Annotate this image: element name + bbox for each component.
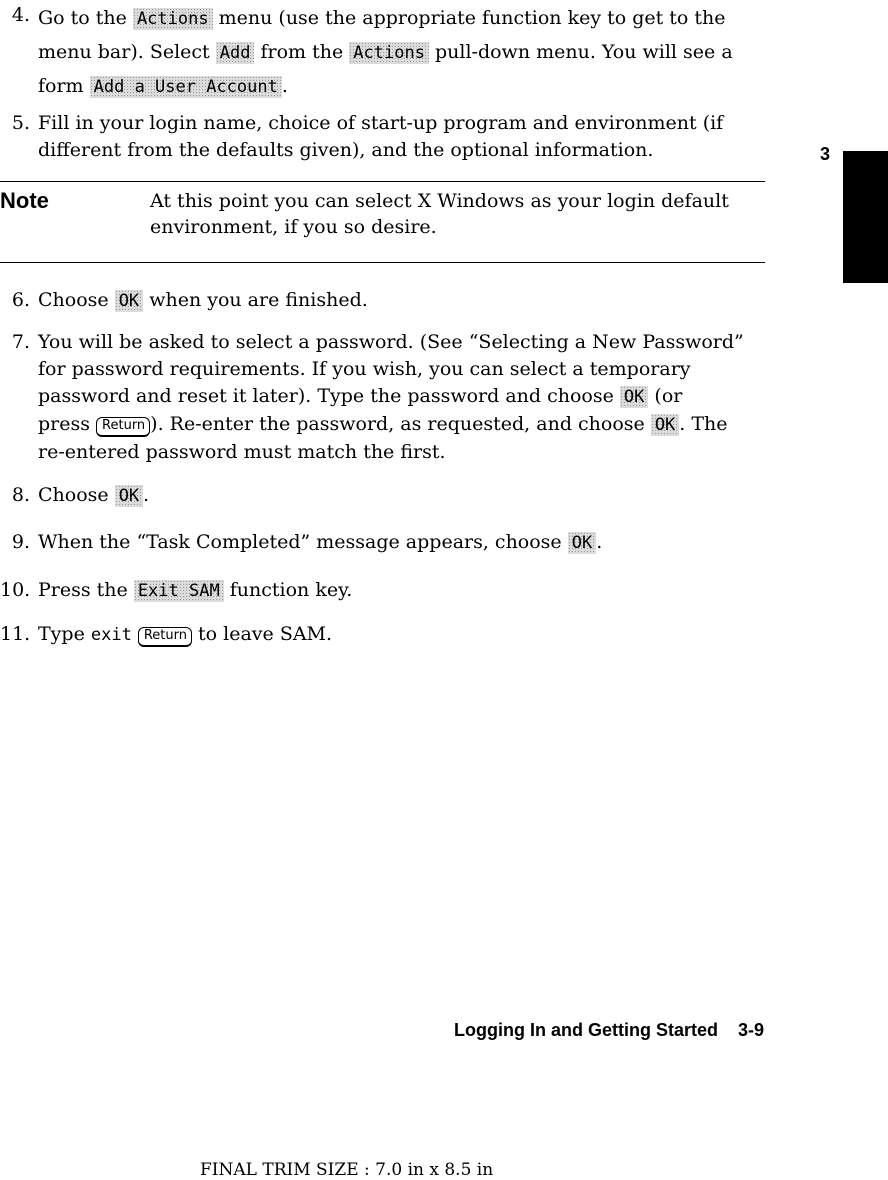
step-10 — [0, 577, 770, 607]
text-run: to leave SAM. — [192, 623, 333, 645]
text-run: (or — [648, 385, 683, 407]
softkey-label: OK — [568, 532, 596, 554]
text-run: Go to the — [38, 7, 133, 29]
text-run: Choose — [38, 484, 115, 506]
step-number: 9. — [11, 531, 30, 553]
step-text — [38, 482, 758, 510]
step-line — [38, 329, 758, 356]
return-key-cap: Return — [96, 417, 150, 437]
step-text — [38, 287, 758, 315]
softkey-label: Actions — [349, 42, 429, 64]
text-run: menu (use the appropriate function key to get to the — [212, 7, 726, 29]
step-number: 8. — [11, 484, 30, 506]
step-line — [38, 36, 758, 70]
step-line — [38, 287, 758, 315]
step-line — [38, 621, 758, 649]
text-run: from the — [254, 41, 350, 63]
text-run: password and reset it later). Type the password and choose — [38, 385, 620, 407]
text-run: . — [596, 531, 603, 553]
text-run: Type — [38, 623, 91, 645]
softkey-label: Add — [216, 42, 255, 64]
text-run: when you are finished. — [143, 289, 368, 311]
step-line — [38, 2, 758, 36]
softkey-label: OK — [620, 386, 648, 408]
text-run: . The — [679, 413, 728, 435]
step-text — [38, 110, 758, 164]
step-number: 6. — [11, 289, 30, 311]
step-number: 4. — [11, 4, 30, 26]
text-run: menu bar). Select — [38, 41, 216, 63]
step-5 — [0, 110, 770, 170]
chapter-tab-bar — [843, 151, 888, 283]
text-run: different from the defaults given), and the optional information. — [38, 139, 654, 161]
text-run: Press the — [38, 579, 134, 601]
text-run: When the “Task Completed” message appears, choose — [38, 531, 568, 553]
text-run: press — [38, 413, 97, 435]
step-text — [38, 2, 758, 104]
note-line: At this point you can select X Windows as your login default — [150, 190, 729, 212]
text-run: . — [143, 484, 150, 506]
note-bottom-rule — [0, 262, 765, 263]
step-11 — [0, 621, 770, 651]
step-number: 10. — [0, 579, 31, 601]
softkey-label: Actions — [133, 8, 213, 30]
step-line — [38, 482, 758, 510]
step-line — [38, 110, 758, 137]
step-text — [38, 329, 758, 466]
chapter-tab-number: 3 — [820, 144, 831, 164]
text-run: Choose — [38, 289, 115, 311]
step-number: 11. — [0, 623, 31, 645]
text-run: You will be asked to select a password. (See “Selecting a New Password” — [38, 331, 744, 353]
page-number: 3-9 — [737, 1020, 764, 1040]
step-6 — [0, 287, 770, 317]
step-line — [38, 411, 758, 439]
step-line — [38, 439, 758, 466]
text-run: function key. — [223, 579, 353, 601]
running-footer — [454, 1020, 764, 1041]
step-number: 7. — [11, 331, 30, 353]
text-run: for password requirements. If you wish, you can select a temporary — [38, 358, 691, 380]
note-label: Note — [0, 188, 49, 213]
step-line — [38, 356, 758, 383]
step-7 — [0, 329, 770, 474]
step-line — [38, 137, 758, 164]
text-run: re-entered password must match the first. — [38, 441, 446, 463]
step-text — [38, 577, 758, 605]
softkey-label: OK — [651, 414, 679, 436]
footer-title: Logging In and Getting Started — [454, 1020, 718, 1040]
softkey-label: OK — [115, 290, 143, 312]
trim-size-note: FINAL TRIM SIZE : 7.0 in x 8.5 in — [200, 1160, 494, 1180]
step-line — [38, 383, 758, 411]
step-number: 5. — [11, 112, 30, 134]
step-8 — [0, 482, 770, 512]
text-run: form — [38, 75, 90, 97]
step-line — [38, 70, 758, 104]
step-line — [38, 577, 758, 605]
text-run — [132, 623, 138, 645]
note-line: environment, if you so desire. — [150, 216, 437, 238]
text-run: Fill in your login name, choice of start-up program and environment (if — [38, 112, 724, 134]
text-run: pull-down menu. You will see a — [428, 41, 733, 63]
text-run: ). Re-enter the password, as requested, and choose — [150, 413, 651, 435]
return-key-cap: Return — [138, 627, 192, 647]
note-body — [150, 188, 750, 240]
note-top-rule — [0, 181, 765, 182]
step-line — [38, 529, 758, 557]
softkey-label: OK — [115, 485, 143, 507]
step-4 — [0, 2, 770, 97]
softkey-label: Add a User Account — [90, 76, 282, 98]
command-text: exit — [90, 625, 132, 645]
step-text — [38, 529, 758, 557]
step-9 — [0, 529, 770, 559]
step-text — [38, 621, 758, 649]
softkey-label: Exit SAM — [134, 580, 224, 602]
text-run: . — [281, 75, 288, 97]
